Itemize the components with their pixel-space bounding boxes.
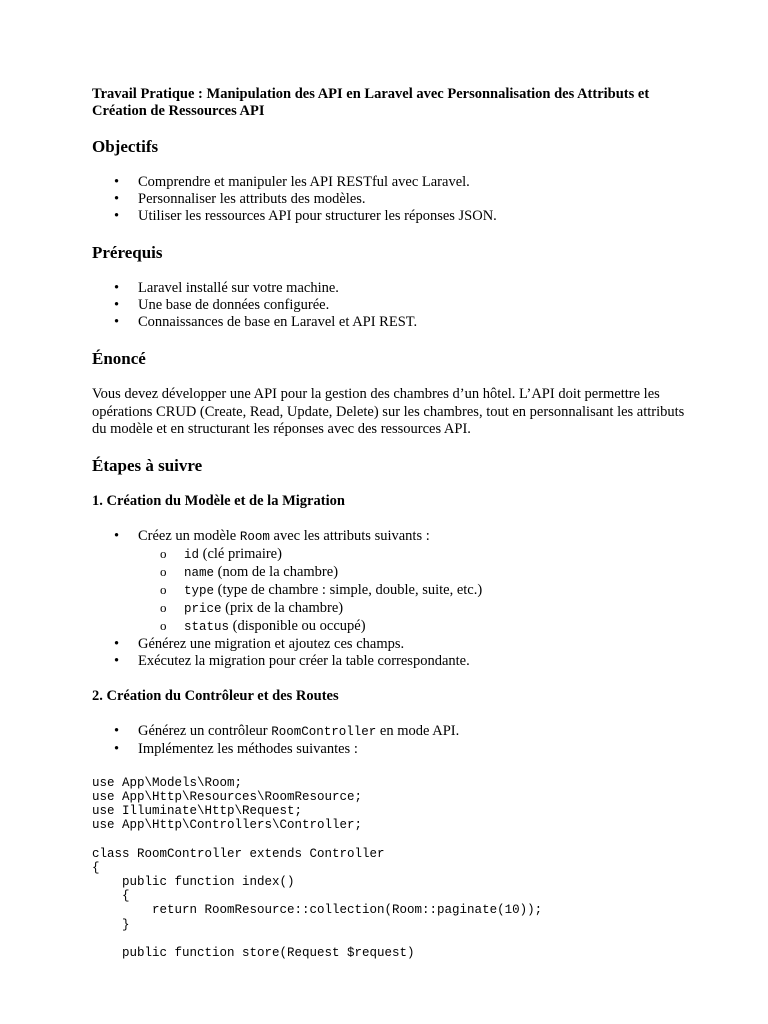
document-title: Travail Pratique : Manipulation des API en Laravel avec Personnalisation des Attributs et Création de Ressources API [92, 86, 650, 119]
list-item: • Exécutez la migration pour créer la table correspondante. [92, 653, 692, 670]
document-page [92, 86, 692, 960]
prerequis-list [92, 280, 692, 331]
step1-item1-text: Créez un modèle [138, 527, 240, 544]
list-item [92, 723, 692, 741]
step1-list [92, 528, 692, 670]
controller-name-code: RoomController [271, 724, 377, 739]
attributes-list [138, 546, 692, 636]
attribute-code: id [184, 547, 200, 562]
step2-heading: 2. Création du Contrôleur et des Routes [92, 687, 339, 704]
step2-item1-text-end: en mode API. [376, 722, 460, 739]
attribute-desc: (nom de la chambre) [214, 563, 339, 580]
model-name-code: Room [239, 529, 270, 544]
enonce-paragraph: Vous devez développer une API pour la gestion des chambres d’un hôtel. L’API doit permettre les opérations CRUD (Create, Read, Update, Delete) sur les chambres, tout en personnalisant les attributs du modèle et en structurant les réponses avec des ressources API. [92, 386, 685, 437]
controller-code-block: use App\Models\Room; use App\Http\Resources\RoomResource; use Illuminate\Http\Request; use App\Http\Controllers\Controller; class RoomController extends Controller { public function index() { return RoomResource::collection(Room::paginate(10)); } public function store(Request $request) [92, 775, 543, 960]
attribute-item [138, 582, 692, 600]
attribute-item [138, 564, 692, 582]
attribute-desc: (clé primaire) [199, 545, 282, 562]
enonce-heading: Énoncé [92, 349, 146, 368]
step1-item1-text-end: avec les attributs suivants : [269, 527, 430, 544]
etapes-heading: Étapes à suivre [92, 455, 203, 475]
attribute-item [138, 546, 692, 564]
prerequis-heading: Prérequis [92, 243, 163, 262]
step1-heading: 1. Création du Modèle et de la Migration [92, 492, 345, 509]
list-item: • Laravel installé sur votre machine. [92, 280, 692, 297]
list-item: • Implémentez les méthodes suivantes : [92, 741, 692, 758]
attribute-desc: (disponible ou occupé) [229, 617, 366, 634]
attribute-item [138, 600, 692, 618]
list-item: • Une base de données configurée. [92, 297, 692, 314]
list-item: • Connaissances de base en Laravel et API REST. [92, 314, 692, 331]
list-item: • Utiliser les ressources API pour structurer les réponses JSON. [92, 208, 692, 225]
list-item: • Personnaliser les attributs des modèles. [92, 191, 692, 208]
list-item: • Comprendre et manipuler les API RESTful avec Laravel. [92, 174, 692, 191]
attribute-code: name [184, 565, 215, 580]
list-item [92, 528, 692, 636]
attribute-code: type [184, 583, 215, 598]
attribute-item [138, 618, 692, 636]
attribute-code: status [184, 619, 230, 634]
step2-list [92, 723, 692, 758]
attribute-desc: (type de chambre : simple, double, suite, etc.) [214, 581, 483, 598]
objectifs-list [92, 174, 692, 225]
objectifs-heading: Objectifs [92, 137, 159, 156]
attribute-desc: (prix de la chambre) [221, 599, 344, 616]
step2-item1-text: Générez un contrôleur [138, 722, 272, 739]
list-item: • Générez une migration et ajoutez ces champs. [92, 636, 692, 653]
attribute-code: price [184, 601, 222, 616]
